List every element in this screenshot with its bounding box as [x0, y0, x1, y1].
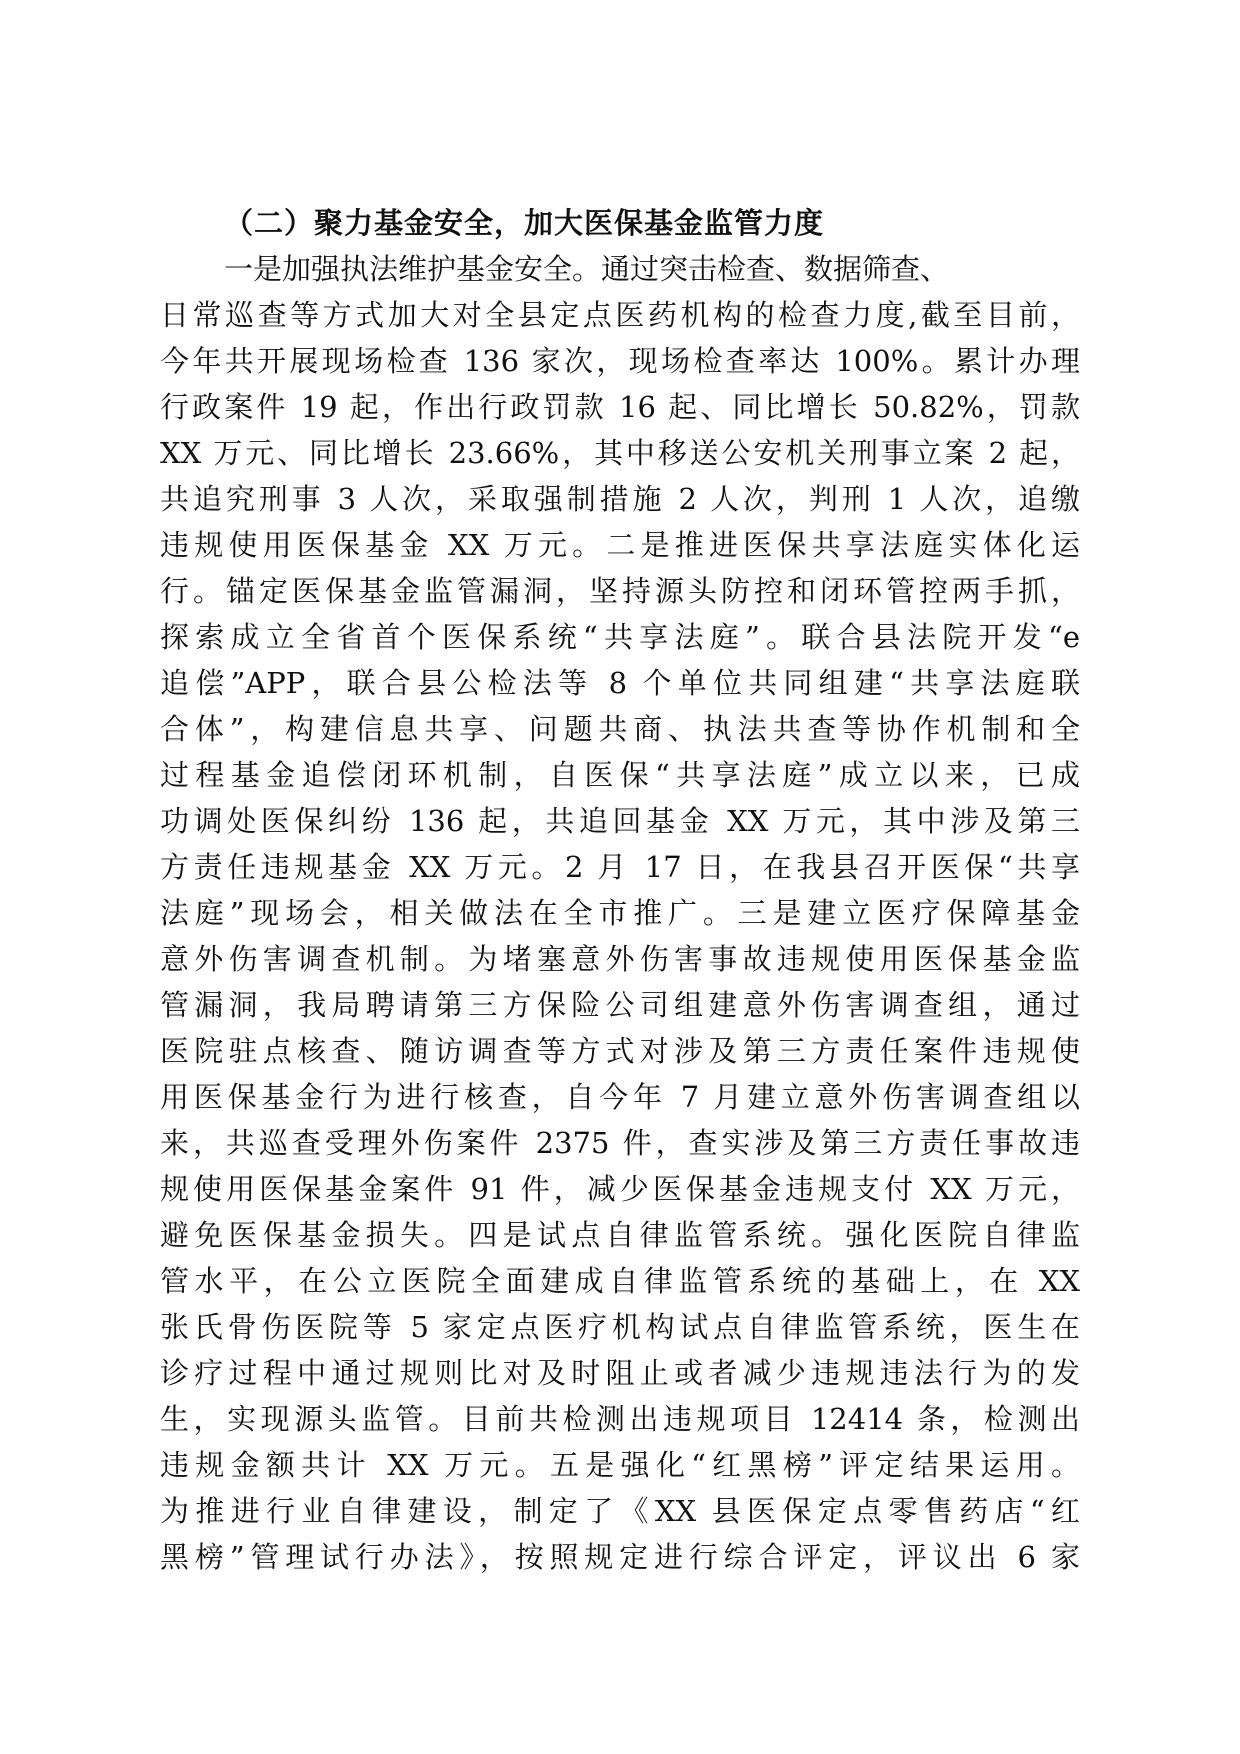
- document-page: [160, 200, 1080, 1580]
- paragraph-line: 医院驻点核查、随访调查等方式对涉及第三方责任案件违规使: [160, 1034, 1080, 1068]
- paragraph-line: 黑榜”管理试行办法》，按照规定进行综合评定，评议出 6 家: [160, 1540, 1080, 1574]
- paragraph-line: 张氏骨伤医院等 5 家定点医疗机构试点自律监管系统，医生在: [160, 1310, 1080, 1344]
- paragraph-line: 探索成立全省首个医保系统“共享法庭”。联合县法院开发“e: [160, 620, 1080, 654]
- paragraph-line: 违规金额共计 XX 万元。五是强化“红黑榜”评定结果运用。: [160, 1448, 1080, 1482]
- paragraph-line: 日常巡查等方式加大对全县定点医药机构的检查力度,截至目前，: [160, 298, 1080, 332]
- section-heading: （二）聚力基金安全，加大医保基金监管力度: [224, 206, 825, 240]
- paragraph-line: 共追究刑事 3 人次，采取强制措施 2 人次，判刑 1 人次，追缴: [160, 482, 1080, 516]
- paragraph-line: 为推进行业自律建设，制定了《XX 县医保定点零售药店“红: [160, 1494, 1080, 1528]
- paragraph-line: XX 万元、同比增长 23.66%，其中移送公安机关刑事立案 2 起，: [160, 436, 1080, 470]
- paragraph-line: 违规使用医保基金 XX 万元。二是推进医保共享法庭实体化运: [160, 528, 1080, 562]
- paragraph-line: 管水平，在公立医院全面建成自律监管系统的基础上，在 XX: [160, 1264, 1080, 1298]
- paragraph-line: 避免医保基金损失。四是试点自律监管系统。强化医院自律监: [160, 1218, 1080, 1252]
- paragraph-line: 规使用医保基金案件 91 件，减少医保基金违规支付 XX 万元，: [160, 1172, 1080, 1206]
- paragraph-line: 行。锚定医保基金监管漏洞，坚持源头防控和闭环管控两手抓，: [160, 574, 1080, 608]
- paragraph-line: 今年共开展现场检查 136 家次，现场检查率达 100%。累计办理: [160, 344, 1080, 378]
- paragraph-line: 方责任违规基金 XX 万元。2 月 17 日，在我县召开医保“共享: [160, 850, 1080, 884]
- paragraph-line: 一是加强执法维护基金安全。通过突击检查、数据筛查、: [224, 252, 950, 286]
- paragraph-line: 功调处医保纠纷 136 起，共追回基金 XX 万元，其中涉及第三: [160, 804, 1080, 838]
- body-paragraph: [160, 246, 1080, 1580]
- paragraph-line: 来，共巡查受理外伤案件 2375 件，查实涉及第三方责任事故违: [160, 1126, 1080, 1160]
- paragraph-line: 过程基金追偿闭环机制，自医保“共享法庭”成立以来，已成: [160, 758, 1080, 792]
- paragraph-line: 生，实现源头监管。目前共检测出违规项目 12414 条，检测出: [160, 1402, 1080, 1436]
- paragraph-line: 行政案件 19 起，作出行政罚款 16 起、同比增长 50.82%，罚款: [160, 390, 1080, 424]
- paragraph-line: 合体”，构建信息共享、问题共商、执法共查等协作机制和全: [160, 712, 1080, 746]
- paragraph-line: 用医保基金行为进行核查，自今年 7 月建立意外伤害调查组以: [160, 1080, 1080, 1114]
- paragraph-line: 意外伤害调查机制。为堵塞意外伤害事故违规使用医保基金监: [160, 942, 1080, 976]
- paragraph-line: 追偿”APP，联合县公检法等 8 个单位共同组建“共享法庭联: [160, 666, 1080, 700]
- paragraph-line: 法庭”现场会，相关做法在全市推广。三是建立医疗保障基金: [160, 896, 1080, 930]
- paragraph-line: 诊疗过程中通过规则比对及时阻止或者减少违规违法行为的发: [160, 1356, 1080, 1390]
- paragraph-line: 管漏洞，我局聘请第三方保险公司组建意外伤害调查组，通过: [160, 988, 1080, 1022]
